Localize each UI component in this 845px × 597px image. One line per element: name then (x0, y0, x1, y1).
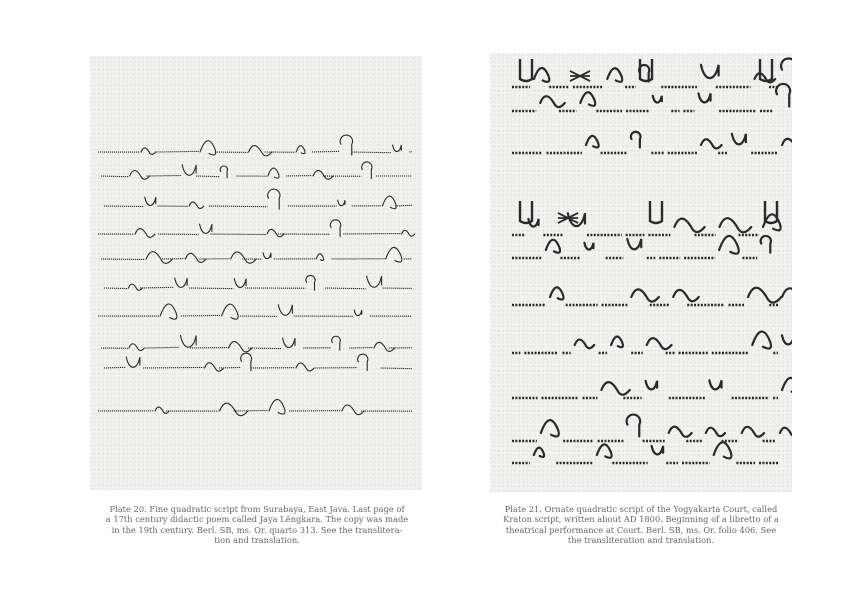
script-glyph (306, 275, 315, 290)
script-glyph (128, 284, 142, 290)
script-baseline (145, 347, 179, 348)
script-glyph (386, 247, 402, 262)
script-glyph (698, 93, 710, 102)
script-glyph (185, 253, 206, 262)
script-glyph (550, 287, 563, 299)
plate-20-caption (86, 504, 428, 546)
script-glyph (631, 132, 641, 148)
script-glyph (627, 239, 641, 249)
script-baseline (158, 234, 199, 235)
script-glyph (782, 139, 792, 149)
script-glyph (374, 342, 394, 351)
script-glyph (782, 288, 792, 302)
script-glyph (631, 289, 659, 301)
script-glyph (342, 405, 364, 415)
script-glyph (367, 276, 382, 287)
script-glyph (313, 170, 333, 179)
script-glyph (701, 65, 719, 78)
script-glyph (782, 378, 792, 393)
script-baseline (312, 151, 340, 152)
script-glyph (278, 305, 292, 316)
caption-line: in the 19th century. Berl. SB, ms. Or. quarto 313. See the translitera- (111, 524, 403, 535)
script-baseline (196, 176, 220, 177)
script-baseline (234, 410, 268, 411)
script-glyph (586, 136, 599, 148)
script-glyph (597, 444, 612, 457)
script-glyph (719, 236, 739, 254)
script-baseline (104, 288, 127, 289)
script-glyph (189, 202, 204, 209)
script-baseline (352, 152, 392, 153)
script-glyph (706, 428, 725, 437)
javanese-script-page-left (90, 56, 422, 490)
script-baseline (146, 175, 181, 176)
script-baseline (325, 288, 366, 289)
script-baseline (349, 347, 373, 348)
script-glyph (338, 200, 345, 205)
script-glyph (782, 335, 792, 344)
script-glyph (748, 288, 781, 303)
script-glyph (584, 243, 593, 250)
script-glyph (332, 336, 341, 350)
script-glyph (340, 135, 352, 155)
script-glyph (228, 342, 251, 352)
script-glyph (601, 382, 629, 395)
script-glyph (222, 304, 239, 319)
script-glyph (249, 146, 272, 156)
script-glyph (200, 141, 216, 155)
script-glyph (130, 170, 150, 179)
script-glyph (231, 252, 256, 263)
script-baseline (248, 348, 282, 349)
script-glyph (200, 224, 212, 233)
caption-line: Kraton script, written about AD 1800. Beginning of a libretto of a (503, 514, 779, 525)
script-glyph (241, 353, 252, 371)
script-baseline (181, 315, 221, 316)
script-glyph (354, 310, 361, 316)
script-glyph (761, 236, 771, 253)
script-glyph (160, 304, 177, 319)
javanese-script-page-right (490, 53, 792, 492)
script-glyph (362, 162, 372, 179)
script-glyph (267, 229, 284, 237)
script-glyph (146, 252, 172, 264)
script-glyph (653, 96, 662, 103)
script-glyph (627, 415, 640, 437)
script-glyph (714, 442, 732, 458)
script-glyph (129, 344, 144, 351)
plate-21-caption (484, 504, 798, 546)
script-baseline (156, 151, 199, 152)
script-baseline (381, 368, 412, 369)
script-glyph (546, 240, 560, 253)
script-glyph (701, 139, 722, 148)
caption-line: theatrical performance at Court. Berl. SB, ms. Or. folio 406. See (505, 524, 777, 535)
script-glyph (358, 354, 368, 370)
script-glyph (135, 229, 155, 238)
script-baseline (104, 206, 144, 207)
script-glyph (402, 230, 415, 236)
script-glyph (268, 189, 280, 209)
script-glyph (540, 96, 565, 107)
script-glyph (296, 146, 305, 154)
caption-line: the transliteration and translation. (567, 535, 715, 546)
script-glyph (234, 279, 246, 288)
script-glyph (719, 218, 751, 232)
manuscript-plate-surabaya (90, 56, 422, 490)
script-glyph (673, 290, 699, 301)
section-marker-glyph (650, 201, 662, 223)
script-glyph (534, 448, 544, 457)
script-glyph (296, 363, 314, 371)
section-marker-glyph (520, 201, 532, 223)
caption-line: Plate 20. Fine quadratic script from Surabaya, East Java. Last page of (109, 504, 405, 514)
script-glyph (269, 399, 285, 414)
caption-line: Plate 21. Ornate quadratic script of the Yogyakarta Court, called (504, 504, 778, 514)
script-glyph (611, 337, 623, 348)
script-glyph (263, 253, 271, 259)
script-glyph (126, 357, 140, 367)
script-glyph (732, 134, 746, 144)
script-glyph (646, 381, 657, 390)
script-glyph (180, 335, 196, 347)
script-glyph (781, 58, 792, 82)
script-glyph (742, 427, 764, 437)
script-baseline (143, 367, 204, 368)
script-glyph (330, 220, 340, 237)
script-glyph (674, 219, 704, 232)
manuscript-plate-kraton (490, 53, 792, 492)
script-glyph (283, 338, 295, 347)
script-glyph (141, 148, 155, 154)
script-glyph (393, 145, 402, 152)
caption-line: a 17th century didactic poem called Jaya Lĕngkara. The copy was made (105, 514, 409, 525)
script-baseline (395, 205, 412, 206)
script-glyph (220, 166, 227, 178)
script-baseline (219, 367, 240, 368)
script-glyph (776, 84, 790, 107)
script-glyph (182, 165, 196, 175)
script-glyph (534, 68, 549, 82)
script-glyph (575, 340, 594, 349)
script-glyph (204, 363, 223, 372)
script-glyph (155, 407, 169, 413)
script-glyph (780, 428, 792, 436)
script-baseline (210, 234, 266, 235)
script-baseline (189, 288, 233, 289)
script-glyph (220, 403, 248, 416)
section-marker-glyph (520, 59, 532, 81)
script-glyph (709, 380, 721, 389)
script-baseline (104, 367, 125, 368)
script-baseline (209, 206, 268, 207)
script-glyph (752, 332, 771, 349)
script-glyph (175, 278, 187, 287)
script-glyph (145, 197, 156, 205)
script-glyph (580, 92, 595, 106)
script-glyph (652, 446, 663, 455)
caption-line: tion and translation. (214, 535, 300, 546)
script-baseline (140, 287, 174, 288)
script-glyph (669, 427, 692, 437)
script-glyph (268, 168, 279, 178)
script-glyph (316, 254, 323, 261)
script-glyph (647, 338, 672, 349)
script-glyph (382, 196, 396, 209)
script-glyph (541, 420, 559, 436)
script-baseline (101, 176, 129, 177)
script-glyph (607, 68, 622, 82)
